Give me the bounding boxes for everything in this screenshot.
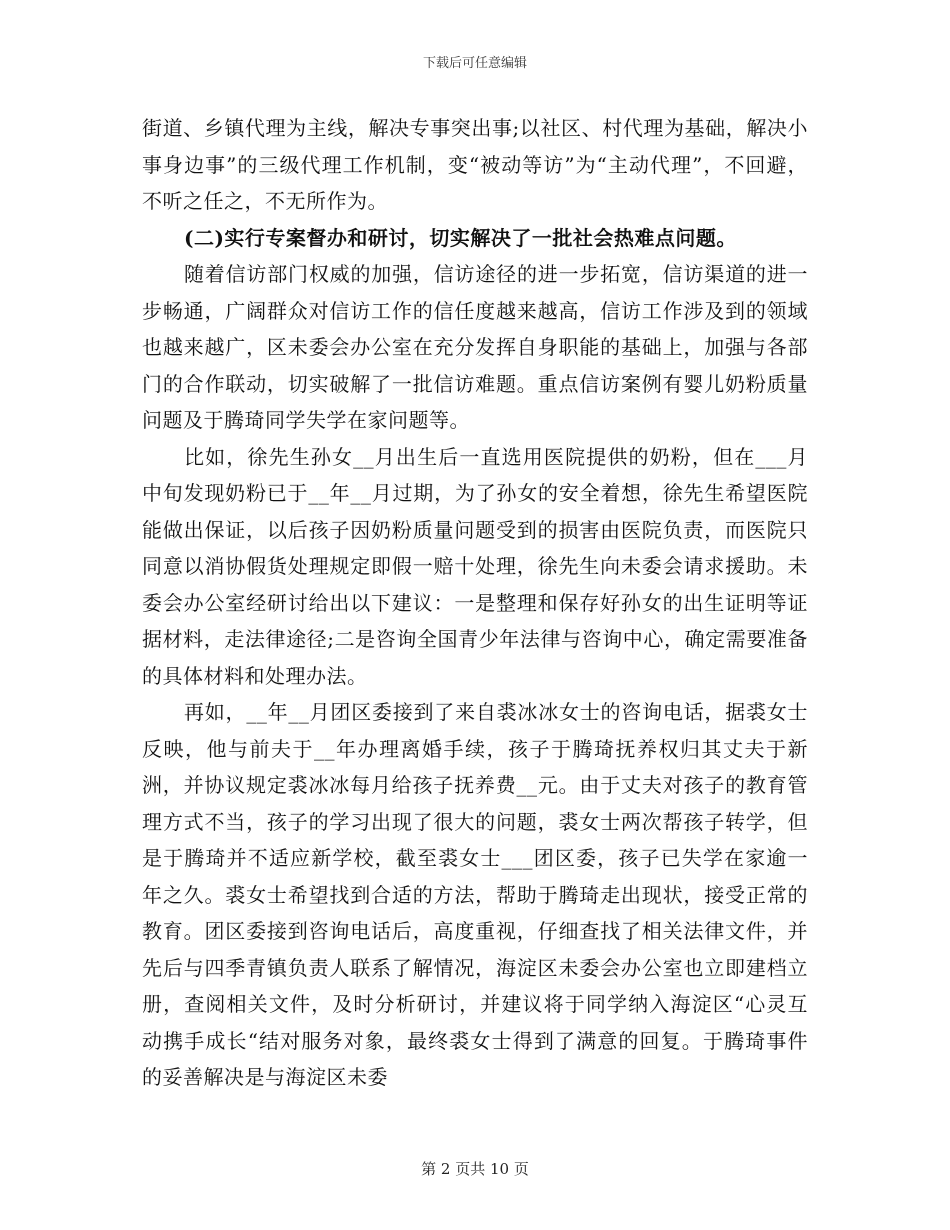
page-footer: 第 2 页共 10 页 [421,1160,529,1178]
document-body [142,110,808,1096]
paragraph-case-school: 再如，__年__月团区委接到了来自裘冰冰女士的咨询电话，据裘女士反映，他与前夫于__年办理离婚手续，孩子于腾琦抚养权归其丈夫于新洲，并协议规定裘冰冰每月给孩子抚养费__元。由于丈夫对孩子的教育管理方式不当，孩子的学习出现了很大的问题，裘女士两次帮孩子转学，但是于腾琦并不适应新学校，截至裘女士___团区委，孩子已失学在家逾一年之久。裘女士希望找到合适的方法，帮助于腾琦走出现状，接受正常的教育。团区委接到咨询电话后，高度重视，仔细查找了相关法律文件，并先后与四季青镇负责人联系了解情况，海淀区未委会办公室也立即建档立册，查阅相关文件，及时分析研讨，并建议将于同学纳入海淀区“心灵互动携手成长“结对服务对象，最终裘女士得到了满意的回复。于腾琦事件的妥善解决是与海淀区未委 [142,700,808,1089]
paragraph-continued: 街道、乡镇代理为主线，解决专事突出事;以社区、村代理为基础，解决小事身边事”的三级代理工作机制，变“被动等访”为“主动代理”，不回避，不听之任之，不无所作为。 [142,116,808,213]
paragraph-case-milk-powder: 比如，徐先生孙女__月出生后一直选用医院提供的奶粉，但在___月中旬发现奶粉已于__年__月过期，为了孙女的安全着想，徐先生希望医院能做出保证，以后孩子因奶粉质量问题受到的损害由医院负责，而医院只同意以消协假货处理规定即假一赔十处理，徐先生向未委会请求援助。未委会办公室经研讨给出以下建议：一是整理和保存好孙女的出生证明等证据材料，走法律途径;二是咨询全国青少年法律与咨询中心，确定需要准备的具体材料和处理办法。 [142,444,808,688]
section-heading: (二)实行专案督办和研讨，切实解决了一批社会热难点问题。 [184,225,737,250]
paragraph-overview: 随着信访部门权威的加强，信访途径的进一步拓宽，信访渠道的进一步畅通，广阔群众对信访工作的信任度越来越高，信访工作涉及到的领域也越来越广，区未委会办公室在充分发挥自身职能的基础上，加强与各部门的合作联动，切实破解了一批信访难题。重点信访案例有婴儿奶粉质量问题及于腾琦同学失学在家问题等。 [142,262,808,432]
page-header: 下载后可任意编辑 [422,56,527,71]
